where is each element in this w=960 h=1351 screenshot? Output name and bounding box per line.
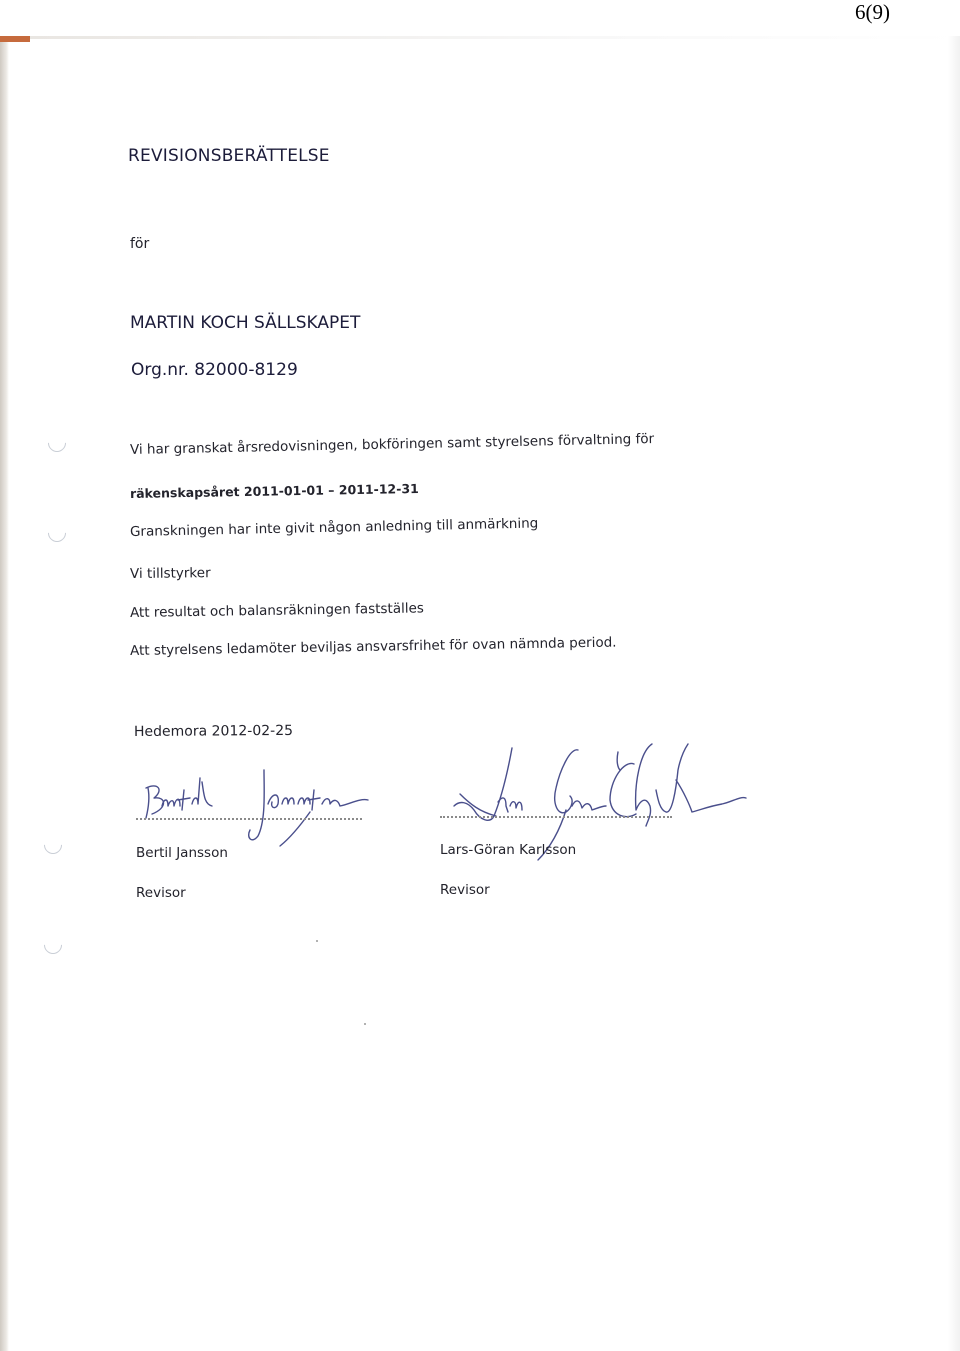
paragraph-fiscal-year: räkenskapsåret 2011-01-01 – 2011-12-31: [129, 480, 419, 501]
page-number: 6(9): [855, 0, 890, 24]
scan-speck: [316, 940, 318, 942]
signer-name: Lars-Göran Karlsson: [440, 842, 577, 858]
signer-name: Bertil Jansson: [136, 845, 228, 861]
document-title: REVISIONSBERÄTTELSE: [128, 146, 330, 166]
paragraph-adopt-accounts: Att resultat och balansräkningen fastställes: [129, 600, 425, 621]
signer-role: Revisor: [136, 885, 186, 901]
signature-line: [136, 818, 362, 820]
scan-edge-left: [0, 36, 9, 1351]
paragraph-discharge: Att styrelsens ledamöter beviljas ansvarsfrihet för ovan nämnda period.: [129, 634, 617, 659]
organization-name: MARTIN KOCH SÄLLSKAPET: [130, 313, 361, 333]
organization-number: Org.nr. 82000-8129: [131, 360, 298, 380]
scan-edge-top-mark: [0, 36, 30, 42]
scan-edge-top: [30, 36, 960, 39]
place-and-date: Hedemora 2012-02-25: [133, 722, 294, 740]
scan-speck: [364, 1023, 366, 1025]
signature-line: [440, 816, 672, 818]
scan-edge-right: [948, 36, 960, 1351]
for-label: för: [130, 236, 150, 252]
paragraph-recommend: Vi tillstyrker: [129, 565, 211, 582]
signer-role: Revisor: [440, 882, 490, 898]
paragraph-review-scope: Vi har granskat årsredovisningen, bokföringen samt styrelsens förvaltning för: [129, 431, 655, 458]
scanned-page: [0, 36, 960, 1351]
paragraph-no-remarks: Granskningen har inte givit någon anledning till anmärkning: [129, 515, 539, 540]
